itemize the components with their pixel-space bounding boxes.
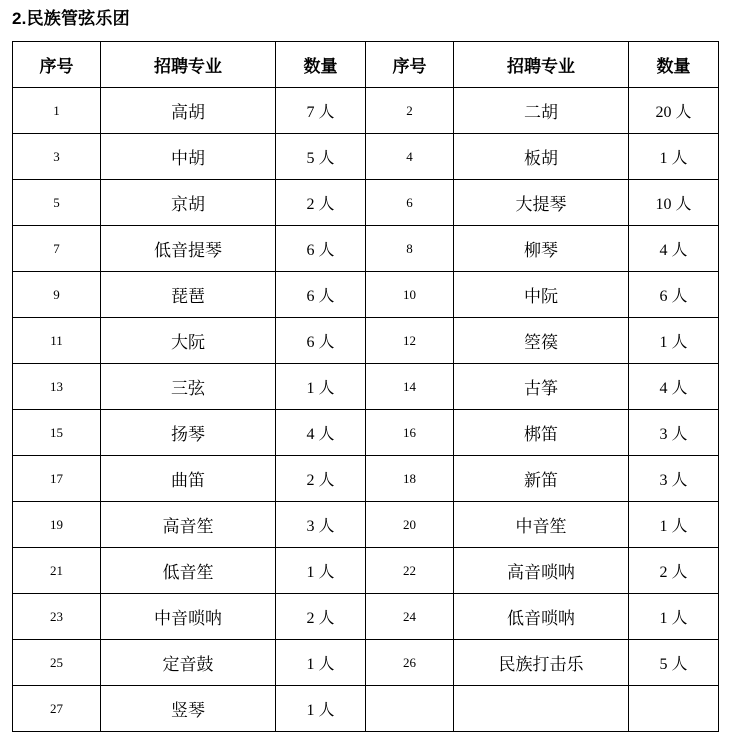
cell-major-left: 高音笙	[101, 502, 276, 548]
cell-major-left: 低音提琴	[101, 226, 276, 272]
cell-major-left: 中音唢呐	[101, 594, 276, 640]
recruitment-table	[12, 41, 719, 732]
table-row	[13, 180, 719, 226]
cell-qty-left: 5 人	[276, 134, 366, 180]
table-header-row	[13, 42, 719, 88]
cell-major-right: 古筝	[454, 364, 629, 410]
column-header-major-right: 招聘专业	[454, 42, 629, 88]
cell-major-right: 新笛	[454, 456, 629, 502]
page-title: 2.民族管弦乐团	[12, 9, 130, 28]
column-header-qty-left: 数量	[276, 42, 366, 88]
cell-qty-right: 6 人	[629, 272, 719, 318]
table-row	[13, 686, 719, 732]
cell-no-right-empty	[366, 686, 454, 732]
cell-major-left: 京胡	[101, 180, 276, 226]
cell-qty-right: 20 人	[629, 88, 719, 134]
cell-no-right: 8	[366, 226, 454, 272]
cell-no-left: 9	[13, 272, 101, 318]
table-row	[13, 548, 719, 594]
cell-no-left: 23	[13, 594, 101, 640]
cell-major-right: 中阮	[454, 272, 629, 318]
cell-no-left: 25	[13, 640, 101, 686]
cell-no-left: 19	[13, 502, 101, 548]
cell-qty-left: 6 人	[276, 318, 366, 364]
cell-qty-left: 1 人	[276, 640, 366, 686]
column-header-qty-right: 数量	[629, 42, 719, 88]
cell-no-right: 26	[366, 640, 454, 686]
cell-no-right: 22	[366, 548, 454, 594]
column-header-no-left: 序号	[13, 42, 101, 88]
cell-major-right: 低音唢呐	[454, 594, 629, 640]
cell-major-right: 二胡	[454, 88, 629, 134]
cell-qty-left: 1 人	[276, 548, 366, 594]
cell-no-left: 13	[13, 364, 101, 410]
table-row	[13, 134, 719, 180]
cell-qty-left: 1 人	[276, 686, 366, 732]
cell-qty-right: 3 人	[629, 456, 719, 502]
column-header-no-right: 序号	[366, 42, 454, 88]
cell-qty-right: 1 人	[629, 594, 719, 640]
cell-qty-left: 2 人	[276, 594, 366, 640]
cell-major-right: 高音唢呐	[454, 548, 629, 594]
cell-no-left: 11	[13, 318, 101, 364]
table-row	[13, 318, 719, 364]
document-page	[0, 10, 730, 739]
cell-no-left: 1	[13, 88, 101, 134]
cell-qty-left: 2 人	[276, 180, 366, 226]
table-row	[13, 226, 719, 272]
cell-qty-right: 1 人	[629, 134, 719, 180]
cell-qty-right: 4 人	[629, 226, 719, 272]
cell-major-right: 民族打击乐	[454, 640, 629, 686]
cell-major-left: 中胡	[101, 134, 276, 180]
cell-major-right: 柳琴	[454, 226, 629, 272]
cell-no-right: 24	[366, 594, 454, 640]
cell-major-left: 曲笛	[101, 456, 276, 502]
cell-no-left: 15	[13, 410, 101, 456]
table-row	[13, 410, 719, 456]
cell-major-left: 三弦	[101, 364, 276, 410]
cell-no-right: 16	[366, 410, 454, 456]
cell-no-right: 18	[366, 456, 454, 502]
cell-major-right: 中音笙	[454, 502, 629, 548]
cell-qty-right: 3 人	[629, 410, 719, 456]
cell-no-left: 5	[13, 180, 101, 226]
cell-qty-left: 2 人	[276, 456, 366, 502]
cell-major-right-empty	[454, 686, 629, 732]
cell-qty-right: 5 人	[629, 640, 719, 686]
cell-qty-right-empty	[629, 686, 719, 732]
cell-no-left: 3	[13, 134, 101, 180]
cell-major-left: 琵琶	[101, 272, 276, 318]
table-body	[13, 88, 719, 732]
cell-qty-right: 2 人	[629, 548, 719, 594]
column-header-major-left: 招聘专业	[101, 42, 276, 88]
table-row	[13, 456, 719, 502]
cell-qty-left: 4 人	[276, 410, 366, 456]
cell-no-right: 20	[366, 502, 454, 548]
table-row	[13, 640, 719, 686]
cell-major-left: 高胡	[101, 88, 276, 134]
table-row	[13, 502, 719, 548]
cell-no-left: 17	[13, 456, 101, 502]
cell-no-left: 27	[13, 686, 101, 732]
cell-no-right: 4	[366, 134, 454, 180]
cell-major-right: 板胡	[454, 134, 629, 180]
cell-major-right: 箜篌	[454, 318, 629, 364]
cell-no-left: 7	[13, 226, 101, 272]
cell-qty-left: 3 人	[276, 502, 366, 548]
cell-no-right: 10	[366, 272, 454, 318]
cell-no-right: 12	[366, 318, 454, 364]
cell-no-right: 14	[366, 364, 454, 410]
table-row	[13, 272, 719, 318]
cell-major-left: 竖琴	[101, 686, 276, 732]
cell-qty-right: 1 人	[629, 318, 719, 364]
cell-major-right: 梆笛	[454, 410, 629, 456]
cell-major-left: 定音鼓	[101, 640, 276, 686]
recruitment-table-container	[12, 41, 718, 732]
table-row	[13, 88, 719, 134]
cell-qty-right: 10 人	[629, 180, 719, 226]
cell-major-right: 大提琴	[454, 180, 629, 226]
table-row	[13, 594, 719, 640]
cell-qty-left: 7 人	[276, 88, 366, 134]
cell-qty-left: 1 人	[276, 364, 366, 410]
cell-no-left: 21	[13, 548, 101, 594]
cell-qty-left: 6 人	[276, 272, 366, 318]
table-row	[13, 364, 719, 410]
cell-major-left: 扬琴	[101, 410, 276, 456]
cell-qty-right: 1 人	[629, 502, 719, 548]
cell-major-left: 低音笙	[101, 548, 276, 594]
cell-major-left: 大阮	[101, 318, 276, 364]
cell-no-right: 6	[366, 180, 454, 226]
table-header	[13, 42, 719, 88]
cell-no-right: 2	[366, 88, 454, 134]
cell-qty-right: 4 人	[629, 364, 719, 410]
cell-qty-left: 6 人	[276, 226, 366, 272]
